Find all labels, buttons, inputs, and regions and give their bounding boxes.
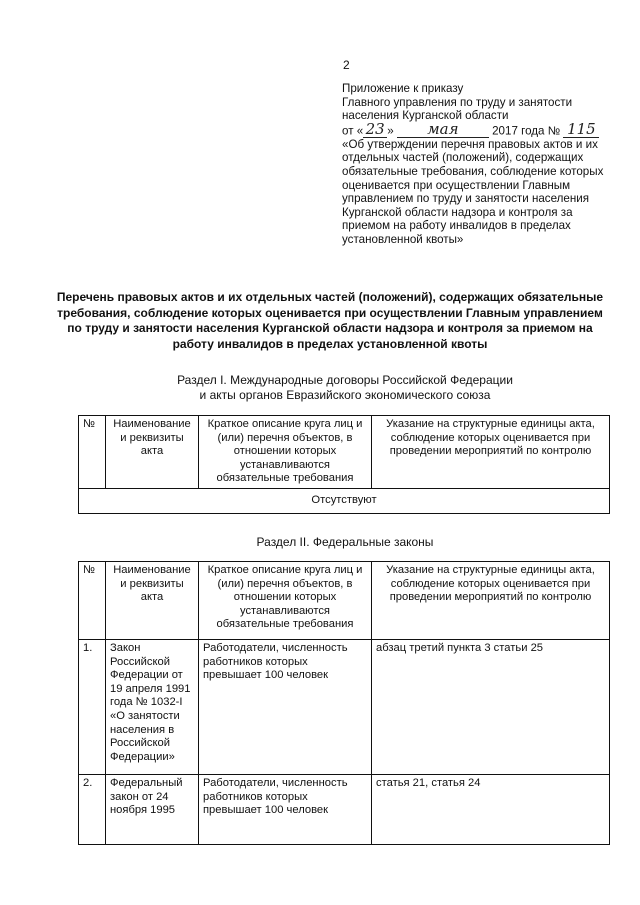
table-header-row (79, 416, 610, 489)
header-name: Наименование и реквизиты акта (106, 416, 199, 489)
appendix-line: Приложение к приказу (342, 82, 464, 95)
appendix-line: Главного управления по труду и занятости (342, 95, 573, 109)
table-section-2 (78, 561, 610, 845)
header-units: Указание на структурные единицы акта, соблюдение которых оценивается при проведении мероприятий по контролю (372, 416, 610, 489)
row-num: 2. (79, 775, 106, 845)
section-2-heading: Раздел II. Федеральные законы (256, 535, 434, 549)
row-description: Работодатели, численность работников которых превышает 100 человек (199, 640, 372, 775)
header-description: Краткое описание круга лиц и (или) перечня объектов, в отношении которых устанавливаются обязательные требования (199, 562, 372, 640)
table-row (79, 775, 610, 845)
table-row (79, 640, 610, 775)
header-num: № (79, 416, 106, 489)
section-1-heading (120, 373, 570, 403)
section-1-line: Раздел I. Международные договоры Российской Федерации (177, 373, 513, 387)
order-date-line (342, 119, 612, 138)
row-description: Работодатели, численность работников которых превышает 100 человек (199, 775, 372, 845)
table-row (79, 488, 610, 513)
appendix-line: населения Курганской области (342, 109, 509, 123)
appendix-subject: «Об утверждении перечня правовых актов и их отдельных частей (положений), содержащих обязательные требования, соблюдение которых оценивается при осуществлении Главным управлением по труду и занятости населения Курганской области надзора и контроля за приемом на работу инвалидов в пределах установленной квоты» (342, 137, 604, 246)
row-units: статья 21, статья 24 (372, 775, 610, 845)
header-num: № (79, 562, 106, 640)
date-year: 2017 года № (492, 124, 561, 138)
row-name: Закон Российской Федерации от 19 апреля 1991 года № 1032-I «О занятости населения в Российской Федерации» (106, 640, 199, 775)
page-number: 2 (343, 58, 350, 72)
empty-row-text: Отсутствуют (79, 488, 610, 513)
header-name: Наименование и реквизиты акта (106, 562, 199, 640)
appendix-header (342, 82, 612, 247)
table-section-1 (78, 415, 610, 514)
date-prefix: от « (342, 124, 364, 138)
row-num: 1. (79, 640, 106, 775)
header-units: Указание на структурные единицы акта, соблюдение которых оценивается при проведении мероприятий по контролю (372, 562, 610, 640)
section-1-line: и акты органов Евразийского экономического союза (199, 388, 491, 402)
header-description: Краткое описание круга лиц и (или) перечня объектов, в отношении которых устанавливаются обязательные требования (199, 416, 372, 489)
row-units: абзац третий пункта 3 статьи 25 (372, 640, 610, 775)
table-header-row (79, 562, 610, 640)
date-month-handwritten: мая (397, 123, 489, 138)
date-mid: » (387, 124, 394, 138)
row-name: Федеральный закон от 24 ноября 1995 (106, 775, 199, 845)
date-day-handwritten: 23 (363, 123, 387, 138)
document-title: Перечень правовых актов и их отдельных частей (положений), содержащих обязательные требования, соблюдение которых оценивается при осуществлении Главным управлением по труду и занятости населения Курганской области надзора и контроля за приемом на работу инвалидов в пределах установленной квоты (56, 290, 604, 351)
order-number-handwritten: 115 (563, 123, 599, 138)
